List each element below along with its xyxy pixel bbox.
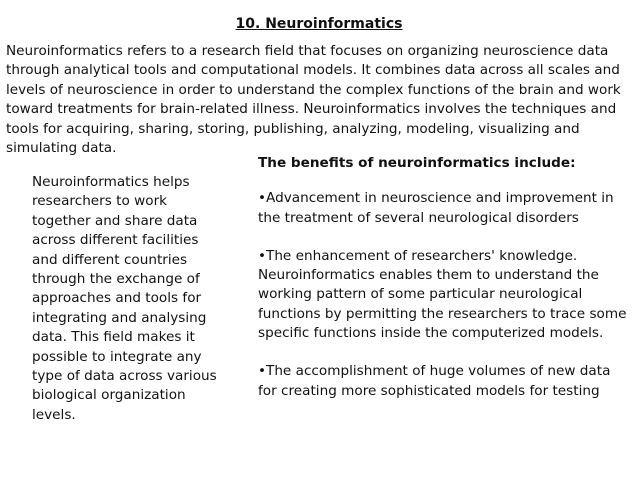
- intro-paragraph: Neuroinformatics refers to a research field that focuses on organizing neuroscience data through analytical tools and computational models. It combines data across all scales and levels of neuroscience in order to understand the complex functions of the brain and work toward treatments for brain-related illness. Neuroinformatics involves the techniques and tools for acquiring, sharing, storing, publishing, analyzing, modeling, visualizing and simulating data.: [6, 43, 621, 157]
- benefit-item: •Advancement in neuroscience and improvement in the treatment of several neurological disorders: [258, 190, 614, 226]
- left-column-text: Neuroinformatics helps researchers to work together and share data across different facilities and different countries through the exchange of approaches and tools for integrating and analysing data. This field makes it possible to integrate any type of data across various biological organization levels.: [32, 174, 217, 423]
- benefit-item: •The enhancement of researchers' knowledge. Neuroinformatics enables them to understand the working pattern of some particular neurological functions by permitting the researchers to trace some specific functions inside the computerized models.: [258, 247, 627, 342]
- slide-title: 10. Neuroinformatics: [235, 16, 403, 32]
- benefits-heading: The benefits of neuroinformatics include:: [258, 155, 576, 171]
- benefit-item: •The accomplishment of huge volumes of new data for creating more sophisticated models for testing: [258, 363, 611, 399]
- benefits-section: [258, 154, 630, 420]
